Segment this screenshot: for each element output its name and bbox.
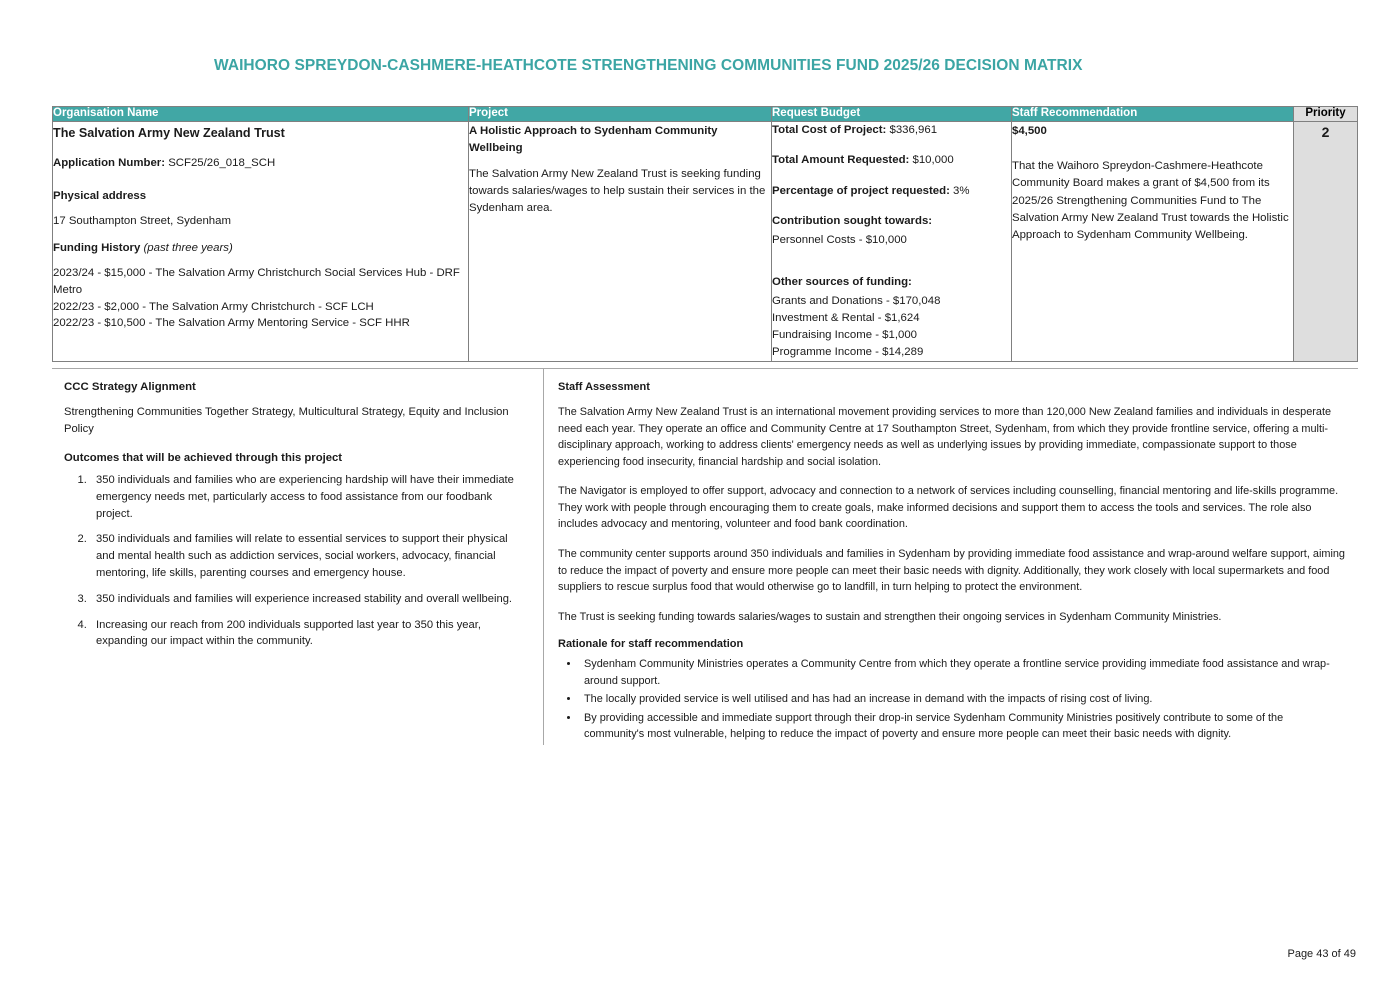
other-source-item: Grants and Donations - $170,048 bbox=[772, 294, 941, 307]
funding-history-label: Funding History bbox=[53, 242, 141, 255]
funding-history-item: 2022/23 - $10,500 - The Salvation Army Mentoring Service - SCF HHR bbox=[53, 317, 410, 330]
physical-address-value: 17 Southampton Street, Sydenham bbox=[53, 214, 231, 227]
contribution-sought-label: Contribution sought towards: bbox=[772, 214, 933, 227]
funding-history-heading bbox=[53, 240, 468, 257]
application-number bbox=[53, 155, 468, 172]
cell-organisation bbox=[53, 122, 469, 362]
table-header-row bbox=[53, 107, 1358, 122]
other-source-item: Fundraising Income - $1,000 bbox=[772, 329, 917, 342]
other-sources-label: Other sources of funding: bbox=[772, 275, 912, 288]
assessment-paragraph: The Navigator is employed to offer support, advocacy and connection to a network of services including counselling, financial mentoring and life-skills programme. They work with people through encouraging them to create goals, make informed decisions and support them to access the tools and services. The role also includes advocacy and mentoring, volunteer and food bank coordination. bbox=[558, 485, 1339, 531]
cell-staff-recommendation bbox=[1012, 122, 1294, 362]
outcomes-heading: Outcomes that will be achieved through this project bbox=[64, 452, 343, 465]
column-header-staff-recommendation: Staff Recommendation bbox=[1012, 107, 1294, 122]
other-source-item: Investment & Rental - $1,624 bbox=[772, 312, 920, 325]
physical-address-label: Physical address bbox=[53, 190, 147, 203]
percentage-value: 3% bbox=[953, 184, 970, 197]
cell-priority-value: 2 bbox=[1294, 122, 1358, 362]
cell-project bbox=[469, 122, 772, 362]
list-item: • The locally provided service is well utilised and has had an increase in demand with the impacts of rising cost of living. bbox=[580, 691, 1346, 708]
column-header-request-budget: Request Budget bbox=[772, 107, 1012, 122]
total-requested-label: Total Amount Requested: bbox=[772, 154, 910, 167]
assessment-paragraph: The Trust is seeking funding towards salaries/wages to sustain and strengthen their ongoing services in Sydenham Community Ministries. bbox=[558, 610, 1222, 623]
staff-assessment-column bbox=[544, 369, 1358, 745]
total-requested-value: $10,000 bbox=[912, 154, 954, 167]
budget-spacer bbox=[772, 250, 1011, 274]
cell-request-budget bbox=[772, 122, 1012, 362]
column-header-project: Project bbox=[469, 107, 772, 122]
list-item: 4. Increasing our reach from 200 individuals supported last year to 350 this year, expanding our impact within the community. bbox=[90, 617, 529, 651]
percentage-of-project-requested bbox=[772, 183, 1011, 200]
staff-assessment-heading: Staff Assessment bbox=[558, 381, 650, 393]
funding-history-item: 2023/24 - $15,000 - The Salvation Army Christchurch Social Services Hub - DRF Metro bbox=[53, 267, 460, 296]
list-item: 1. 350 individuals and families who are experiencing hardship will have their immediate emergency needs met, particularly access to food assistance from our foodbank project. bbox=[90, 472, 529, 522]
other-source-item: Programme Income - $14,289 bbox=[772, 346, 924, 359]
table-row bbox=[53, 122, 1358, 362]
organisation-name: The Salvation Army New Zealand Trust bbox=[53, 126, 285, 140]
project-description: The Salvation Army New Zealand Trust is seeking funding towards salaries/wages to help sustain their services in the Sydenham area. bbox=[469, 168, 766, 215]
list-item: 2. 350 individuals and families will relate to essential services to support their physical and mental health such as addiction services, social workers, advocacy, financial mentoring, life skills, parenting courses and emergency house. bbox=[90, 531, 529, 581]
assessment-paragraph: The community center supports around 350 individuals and families in Sydenham by providing immediate food assistance and wrap-around welfare support, aiming to reduce the impact of poverty and ensure more people can meet their basic needs with dignity. Additionally, they work closely with local supermarkets and food suppliers to rescue surplus food that would otherwise go to landfill, in turn helping to protect the environment. bbox=[558, 547, 1345, 594]
rationale-list bbox=[558, 656, 1346, 743]
column-header-priority: Priority bbox=[1294, 107, 1358, 122]
total-amount-requested bbox=[772, 152, 1011, 169]
percentage-label: Percentage of project requested: bbox=[772, 184, 950, 197]
funding-history-note: (past three years) bbox=[143, 242, 233, 255]
assessment-paragraph: The Salvation Army New Zealand Trust is an international movement providing services to more than 120,000 New Zealand families and individuals in desperate need each year. They operate an office and Community Centre at 17 Southampton Street, Sydenham, from which they provide frontline service, offering a multi-disciplinary approach, working to address clients' emergency needs as well as underlying issues by providing immediate, compassionate support to those experiencing food insecurity, financial hardship and social isolation. bbox=[558, 406, 1332, 468]
strategy-alignment-text: Strengthening Communities Together Strategy, Multicultural Strategy, Equity and Inclusion Policy bbox=[64, 406, 509, 436]
recommended-amount: $4,500 bbox=[1012, 125, 1047, 137]
strategy-alignment-column bbox=[52, 369, 544, 745]
funding-history-item: 2022/23 - $2,000 - The Salvation Army Christchurch - SCF LCH bbox=[53, 300, 374, 313]
total-cost-of-project bbox=[772, 122, 1011, 139]
page-footer: Page 43 of 49 bbox=[1287, 948, 1356, 960]
application-number-value: SCF25/26_018_SCH bbox=[168, 157, 276, 170]
list-item: • Sydenham Community Ministries operates a Community Centre from which they operate a frontline service providing immediate food assistance and wrap-around support. bbox=[580, 656, 1346, 689]
page-title: WAIHORO SPREYDON-CASHMERE-HEATHCOTE STRENGTHENING COMMUNITIES FUND 2025/26 DECISION MATRIX bbox=[214, 57, 1083, 74]
funding-history-list bbox=[53, 265, 468, 331]
recommendation-text: That the Waihoro Spreydon-Cashmere-Heathcote Community Board makes a grant of $4,500 from its 2025/26 Strengthening Communities Fund to The Salvation Army New Zealand Trust towards the Holistic Approach to Sydenham Community Wellbeing. bbox=[1012, 160, 1289, 241]
list-item: 3. 350 individuals and families will experience increased stability and overall wellbeing. bbox=[90, 591, 529, 608]
column-header-organisation: Organisation Name bbox=[53, 107, 469, 122]
project-title: A Holistic Approach to Sydenham Community Wellbeing bbox=[469, 125, 718, 154]
application-number-label: Application Number: bbox=[53, 157, 166, 170]
contribution-sought-value: Personnel Costs - $10,000 bbox=[772, 234, 907, 247]
lower-section bbox=[52, 368, 1358, 745]
total-cost-value: $336,961 bbox=[889, 124, 938, 136]
outcomes-list bbox=[64, 472, 529, 650]
total-cost-label: Total Cost of Project: bbox=[772, 124, 887, 136]
strategy-alignment-heading: CCC Strategy Alignment bbox=[64, 381, 196, 393]
rationale-heading: Rationale for staff recommendation bbox=[558, 638, 744, 651]
list-item: • By providing accessible and immediate support through their drop-in service Sydenham Community Ministries positively contribute to some of the community's most vulnerable, helping to reduce the impact of poverty and ensure more people can meet their basic needs with dignity. bbox=[580, 710, 1346, 743]
decision-matrix-table bbox=[52, 106, 1358, 362]
